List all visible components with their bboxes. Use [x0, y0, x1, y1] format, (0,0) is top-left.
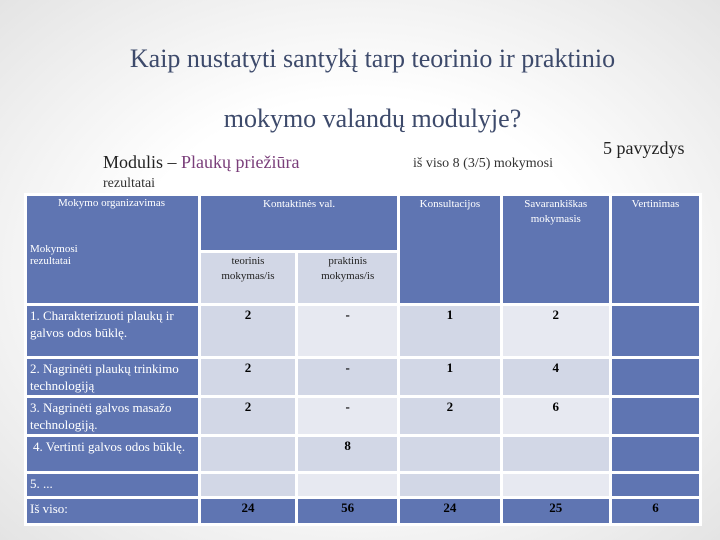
cell-practice: - [298, 359, 397, 395]
cell-self: 4 [503, 359, 609, 395]
row-label: 2. Nagrinėti plaukų trinkimo technologiją [27, 359, 198, 395]
corner-bottom: Mokymosi rezultatai [30, 243, 78, 267]
cell-practice: - [298, 306, 397, 356]
header-practice: praktinis mokymas/is [298, 253, 397, 303]
cell-self: 2 [503, 306, 609, 356]
table-row [27, 306, 699, 356]
hours-table [24, 193, 702, 526]
cell-theory: 2 [201, 359, 295, 395]
slide-title-line1: Kaip nustatyti santykį tarp teorinio ir praktinio [129, 44, 616, 73]
header-self: Savarankiškas mokymasis [503, 196, 609, 303]
header-theory: teorinis mokymas/is [201, 253, 295, 303]
cell-theory [201, 437, 295, 471]
table-row [27, 437, 699, 471]
totals-label: Iš viso: [27, 499, 198, 523]
cell-theory: 2 [201, 398, 295, 434]
row-label: 5. ... [27, 474, 198, 496]
cell-practice: - [298, 398, 397, 434]
corner-top: Mokymo organizavimas [58, 197, 166, 209]
cell-assess [612, 474, 699, 496]
table-row [27, 359, 699, 395]
row-label: 1. Charakterizuoti plaukų ir galvos odos būklę. [27, 306, 198, 356]
cell-practice: 8 [298, 437, 397, 471]
table-row [27, 474, 699, 496]
cell-consult: 2 [400, 398, 499, 434]
cell-assess [612, 398, 699, 434]
totals-row [27, 499, 699, 523]
outcomes-word: rezultatai [103, 176, 156, 191]
cell-self: 6 [503, 398, 609, 434]
header-contact: Kontaktinės val. [201, 196, 397, 250]
total-outcomes: iš viso 8 (3/5) mokymosi [413, 156, 554, 171]
cell-practice [298, 474, 397, 496]
row-label: 3. Nagrinėti galvos masažo technologiją. [27, 398, 198, 434]
cell-theory [201, 474, 295, 496]
corner-header [27, 196, 198, 303]
header-assess: Vertinimas [612, 196, 699, 303]
cell-assess [612, 359, 699, 395]
table-row [27, 398, 699, 434]
total-theory: 24 [201, 499, 295, 523]
total-practice: 56 [298, 499, 397, 523]
cell-assess [612, 306, 699, 356]
module-name: Plaukų priežiūra [181, 152, 300, 172]
header-consult: Konsultacijos [400, 196, 499, 303]
module-prefix: Modulis – [103, 152, 182, 172]
total-self: 25 [503, 499, 609, 523]
total-assess: 6 [612, 499, 699, 523]
cell-theory: 2 [201, 306, 295, 356]
cell-consult: 1 [400, 359, 499, 395]
example-label: 5 pavyzdys [603, 138, 685, 158]
total-consult: 24 [400, 499, 499, 523]
cell-consult: 1 [400, 306, 499, 356]
row-label: 4. Vertinti galvos odos būklę. [27, 437, 198, 471]
cell-self [503, 474, 609, 496]
module-heading [103, 152, 299, 173]
cell-consult [400, 437, 499, 471]
slide-title-line2: mokymo valandų modulyje? [223, 104, 522, 133]
cell-assess [612, 437, 699, 471]
cell-self [503, 437, 609, 471]
cell-consult [400, 474, 499, 496]
